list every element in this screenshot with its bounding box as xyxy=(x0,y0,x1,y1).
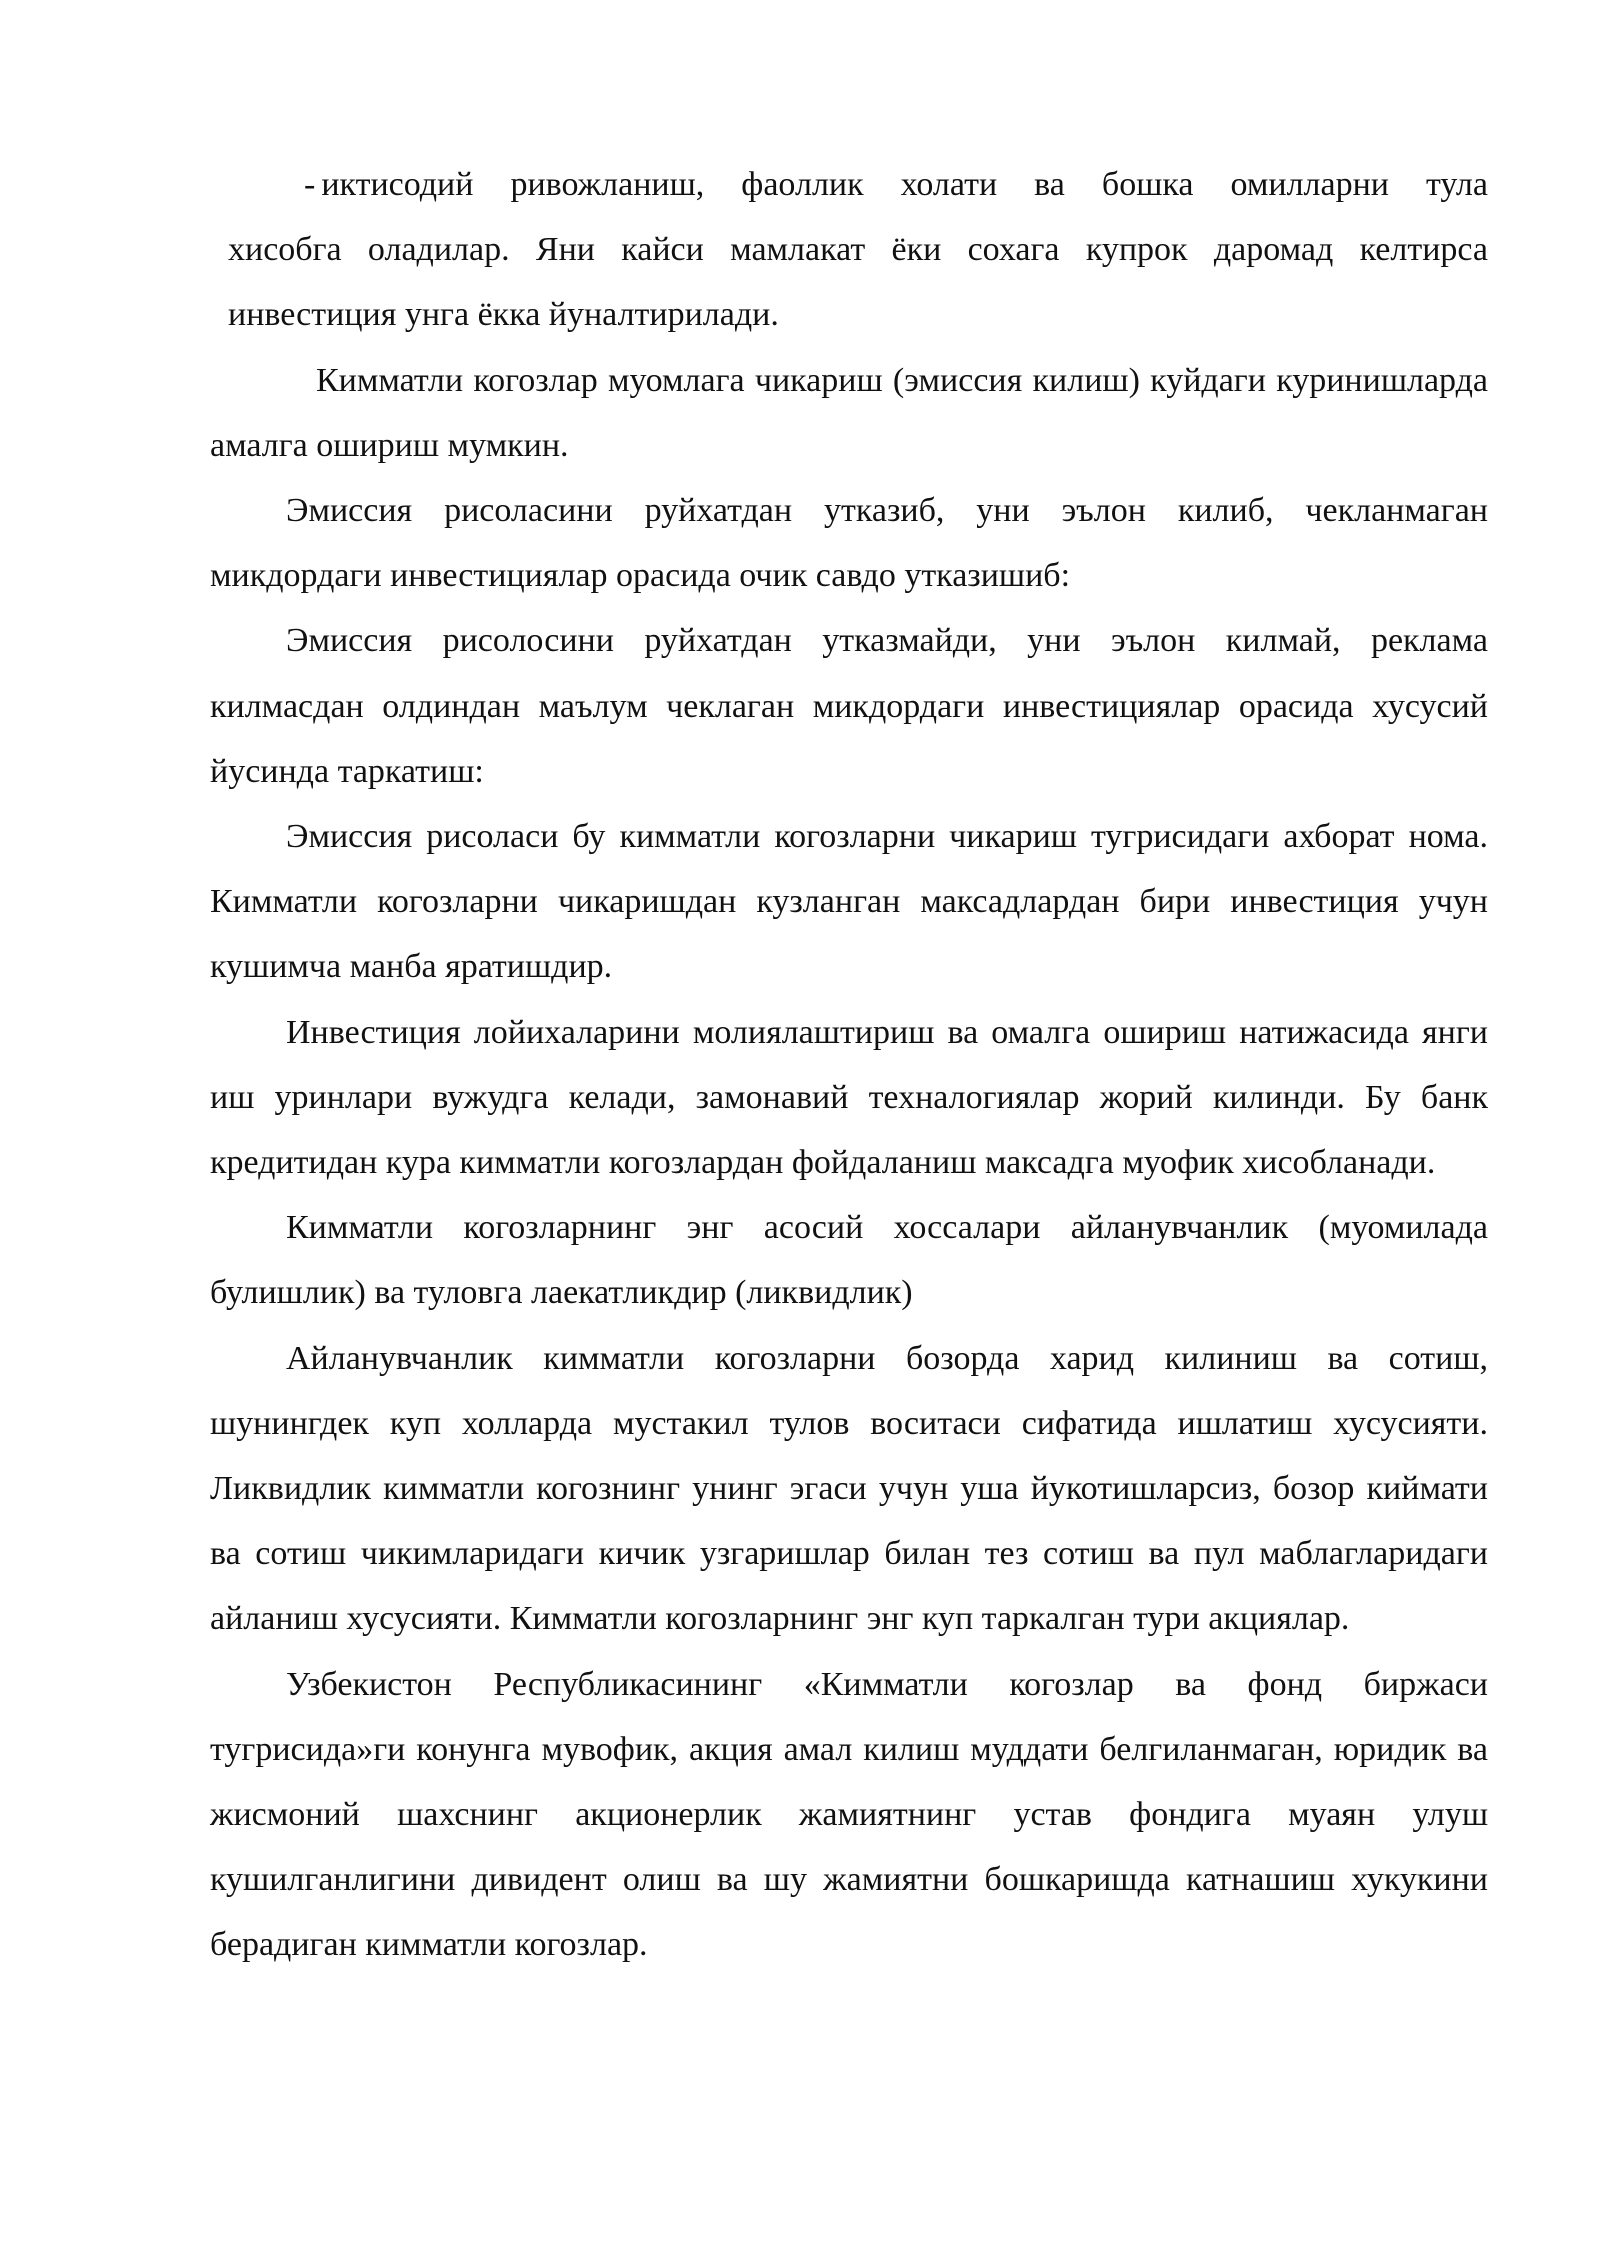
document-body xyxy=(210,152,1488,1978)
paragraph-intro xyxy=(210,152,1488,348)
paragraph: Эмиссия рисолосини руйхатдан утказмайди, уни эълон килмай, реклама килмасдан олдиндан маълум чеклаган микдордаги инвестициялар орасида хусусий йусинда таркатиш: xyxy=(210,622,1488,790)
intro-first-line xyxy=(228,152,1488,217)
list-dash: - xyxy=(304,166,316,203)
paragraph: Инвестиция лойихаларини молиялаштириш ва омалга ошириш натижасида янги иш уринлари вужудга келади, замонавий техналогиялар жорий килинди. Бу банк кредитидан кура кимматли когозлардан фойдаланиш максадга муофик хисобланади. xyxy=(210,1013,1488,1182)
paragraph: Кимматли когозларнинг энг асосий хоссалари айланувчанлик (муомилада булишлик) ва туловга лаекатликдир (ликвидлик) xyxy=(210,1209,1488,1312)
intro-rest-text: хисобга оладилар. Яни кайси мамлакат ёки сохага купрок даромад келтирса инвестиция унга ёкка йуналтирилади. xyxy=(228,231,1488,334)
paragraph: Эмиссия рисоласини руйхатдан утказиб, уни эълон килиб, чекланмаган микдордаги инвестициялар орасида очик савдо утказишиб: xyxy=(210,492,1488,595)
paragraph: Узбекистон Республикасининг «Кимматли когозлар ва фонд биржаси тугрисида»ги конунга мувофик, акция амал килиш муддати белгиланмаган, юридик ва жисмоний шахснинг акционерлик жамиятнинг устав фондига муаян улуш кушилганлигини дивидент олиш ва шу жамиятни бошкаришда катнашиш хукукини берадиган кимматли когозлар. xyxy=(210,1665,1488,1964)
paragraph: Эмиссия рисоласи бу кимматли когозларни чикариш тугрисидаги ахборат нома. Кимматли когозларни чикаришдан кузланган максадлардан бири инвестиция учун кушимча манба яратишдир. xyxy=(210,818,1488,986)
intro-line-text: иктисодий ривожланиш, фаоллик холати ва бошка омилларни тула xyxy=(321,166,1488,203)
paragraph: Айланувчанлик кимматли когозларни бозорда харид килиниш ва сотиш, шунингдек куп холларда мустакил тулов воситаси сифатида ишлатиш хусусияти. Ликвидлик кимматли когознинг унинг эгаси учун уша йукотишларсиз, бозор киймати ва сотиш чикимларидаги кичик узгаришлар билан тез сотиш ва пул маблагларидаги айланиш хусусияти. Кимматли когозларнинг энг куп таркалган тури акциялар. xyxy=(210,1339,1488,1638)
paragraph: Кимматли когозлар муомлага чикариш (эмиссия килиш) куйдаги куринишларда амалга ошириш мумкин. xyxy=(210,361,1488,464)
